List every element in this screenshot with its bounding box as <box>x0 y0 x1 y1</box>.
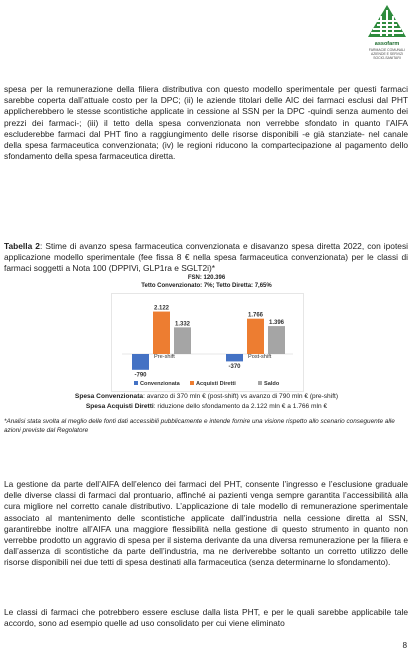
note-convenzionata-label: Spesa Convenzionata <box>74 393 144 400</box>
legend-label: Saldo <box>264 381 280 387</box>
bar-acquisti-diretti-pre-shift <box>153 312 170 354</box>
footnote: *Analisi stata svolta al meglio delle fonti dati accessibili pubblicamente e intende fornire una visione rispetto allo scenario conseguente alle azioni previste dal Regolatore <box>4 418 395 434</box>
note-convenzionata <box>0 392 413 401</box>
table-caption-text: : Stime di avanzo spesa farmaceutica convenzionata e disavanzo spesa diretta 2022, con ipotesi applicazione modello sperimentale (fee fissa 8 € nella spesa farmaceutica convenzionata) per le classi di farmaci soggetti a Nota 100 (DPPIVi, GLP1ra e SGLT2i)* <box>4 241 408 274</box>
bar-acquisti-diretti-post-shift <box>247 319 264 354</box>
note-acquisti-text: : riduzione dello sfondamento da 2.122 mln € a 1.766 mln € <box>153 403 328 410</box>
bar-convenzionata-post-shift <box>226 354 243 361</box>
bar-chart <box>112 294 303 391</box>
tetti-line: Tetto Convenzionato: 7%; Tetto Diretta: 7,65% <box>141 283 272 289</box>
legend-swatch-saldo <box>258 381 262 385</box>
body-paragraph-2: La gestione da parte dell’AIFA dell’elenco dei farmaci del PHT, consente l’ingresso e l’esclusione graduale delle diverse classi di farmaci dal prontuario, affinché ai pazienti venga sempre garantita l’accessibilità alla cura migliore nel corretto canale distributivo. L’applicazione di tale modello di remunerazione sperimentale associato al mantenimento delle scontistiche applicate dall’industria nella cessione diretta al SSN, garantirebbe inoltre all’AIFA una maggiore flessibilità nella gestione di questo strumento in quanto non verrebbe prodotto un aggravio di spesa per il sistema derivante da una diversa remunerazione per la filiera e dall’assenza di scontistiche da parte dell’industria, ma ne deriverebbe soltanto un corretto utilizzo delle risorse disponibili nei due tetti di spesa destinati alla farmaceutica (senza determinarne lo sfondamento). <box>4 479 408 568</box>
data-label: 1.396 <box>268 320 285 327</box>
category-label: Post-shift <box>248 354 272 360</box>
body-paragraph-3: Le classi di farmaci che potrebbero essere escluse dalla lista PHT, e per le quali sarebbe applicabile tale accordo, sono ad esempio quelle ad uso consolidato per cui viene eliminato <box>4 607 408 629</box>
bar-saldo-pre-shift <box>174 327 191 354</box>
note-convenzionata-text: : avanzo di 370 mln € (post-shift) vs avanzo di 790 mln € (pre-shift) <box>143 393 339 400</box>
legend-swatch-acquisti-diretti <box>190 381 194 385</box>
data-label: -790 <box>134 372 147 379</box>
legend-label: Acquisti Diretti <box>196 381 236 387</box>
bar-saldo-post-shift <box>268 326 285 354</box>
category-label: Pre-shift <box>154 354 175 360</box>
data-label: 1.332 <box>174 321 191 328</box>
legend-label: Convenzionata <box>140 381 180 387</box>
body-paragraph-1: spesa per la remunerazione della filiera distributiva con questo modello sperimentale per questi farmaci sarebbe coperta dall’attuale costo per la DPC; (ii) le aziende titolari delle AIC dei farmaci esclusi dal PHT applicherebbero le stesse scontistiche applicate in cessione al SSN per la DPC -quindi senza aumento dei prezzi dei farmaci-; (iii) il tetto della spesa convenzionata non verrebbe sfondato in quanto l’AIFA escluderebbe farmaci dal PHT fino a raggiungimento delle risorse disponibili -e già stanziate- nel canale della spesa farmaceutica convenzionata; (iv) le regioni riducono la compartecipazione al pagamento dello sfondamento della spesa farmaceutica diretta. <box>4 84 408 162</box>
assofarm-logo <box>365 4 409 60</box>
data-label: 2.122 <box>153 305 170 312</box>
data-label: -370 <box>228 363 241 370</box>
bar-convenzionata-pre-shift <box>132 354 149 370</box>
note-acquisti-label: Spesa Acquisti Diretti <box>85 403 154 410</box>
table-caption-label: Tabella 2 <box>4 241 40 251</box>
table-caption <box>4 241 408 275</box>
assofarm-logo-mark <box>365 4 409 40</box>
fsn-line: FSN: 120.396 <box>187 275 226 281</box>
logo-name: assofarm <box>374 41 400 47</box>
logo-subtitle: FARMACIE COMUNALI AZIENDE E SERVIZI SOCIO-SANITARI <box>368 48 406 60</box>
chart-frame <box>111 293 304 392</box>
data-label: 1.766 <box>247 312 264 319</box>
page-number: 8 <box>402 641 407 650</box>
note-acquisti-diretti <box>0 402 413 411</box>
legend-swatch-convenzionata <box>134 381 138 385</box>
